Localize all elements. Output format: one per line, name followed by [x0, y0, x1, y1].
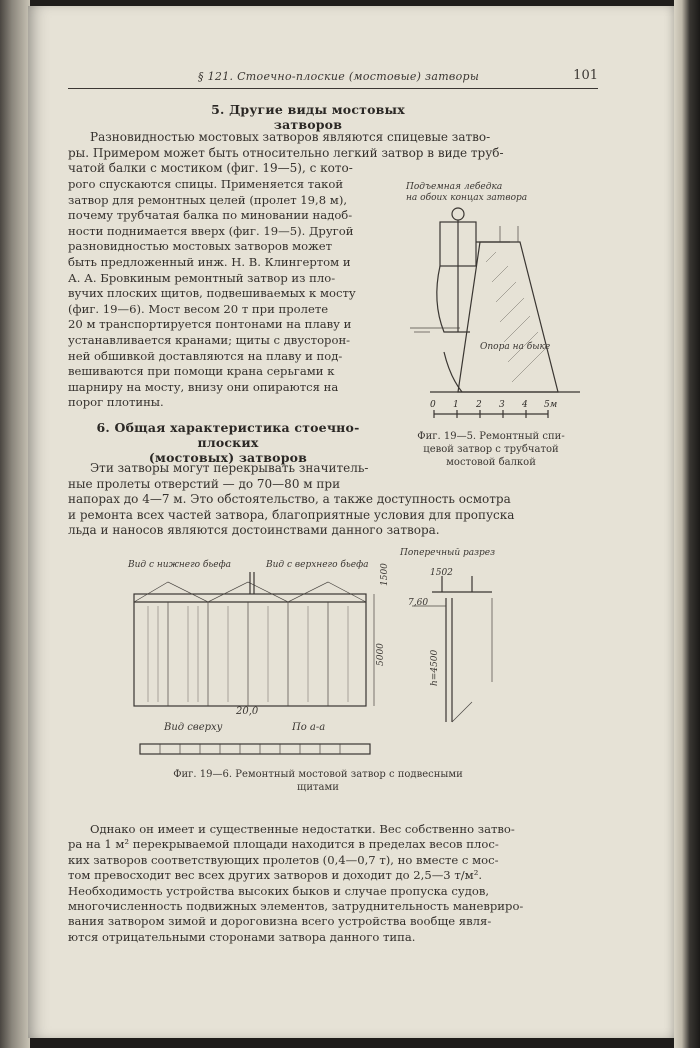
scale-tick: 0: [430, 400, 436, 410]
text-line: порог плотины.: [68, 395, 164, 410]
text-line: ности поднимается вверх (фиг. 19—5). Другой: [68, 223, 354, 238]
text-line: Эти затворы могут перекрывать значитель-: [90, 461, 369, 475]
fig6-dim-height: 5000: [376, 643, 386, 666]
running-title: § 121. Стоечно-плоские (мостовые) затворы: [198, 70, 480, 83]
fig6-elevation-drawing: [128, 572, 378, 722]
fig6-label-upper: Вид с верхнего бьефа: [266, 560, 369, 570]
caption-line: щитами: [297, 782, 339, 793]
section-6-body: [68, 492, 598, 539]
text-line: вучих плоских щитов, подвешиваемых к мосту: [68, 286, 356, 301]
book-page-edges: [674, 0, 700, 1048]
text-line: многочисленность подвижных элементов, затруднительность маневриро-: [68, 899, 524, 914]
text-line: (фиг. 19—6). Мост весом 20 т при пролете: [68, 301, 329, 316]
text-line: ких затворов соответствующих пролетов (0,4—0,7 т), но вместе с мос-: [68, 852, 499, 867]
caption-line: Фиг. 19—6. Ремонтный мостовой затвор с подвесными: [173, 769, 463, 780]
section-5-body: [68, 177, 388, 411]
section-5-intro: [68, 130, 598, 177]
section-6-body-narrow: [68, 461, 388, 492]
text-line: ные пролеты отверстий — до 70—80 м при: [68, 476, 341, 491]
text-line: ра на 1 м² перекрываемой площади находится в пределах весов плос-: [68, 837, 499, 852]
section-6-heading: [68, 420, 388, 465]
text-line: напорах до 4—7 м. Это обстоятельство, а также доступность осмотра: [68, 492, 511, 506]
text-line: ры. Примером может быть относительно легкий затвор в виде труб-: [68, 145, 504, 160]
text-line: ней обшивкой доставляются на плаву и под-: [68, 348, 343, 363]
caption-line: цевой затвор с трубчатой: [423, 444, 559, 455]
fig6-dim-span: 20,0: [236, 706, 259, 717]
running-header: [68, 66, 598, 89]
section-6-heading-line-1: 6. Общая характеристика стоечно-плоских: [96, 420, 360, 450]
fig6-top-view-drawing: [134, 738, 384, 762]
text-line: чатой балки с мостиком (фиг. 19—5), с кото-: [68, 161, 353, 176]
caption-line: мостовой балкой: [446, 457, 536, 468]
fig6-dim-1500: 1500: [380, 563, 390, 586]
closing-paragraph: [68, 822, 598, 945]
text-line: и ремонта всех частей затвора, благоприятные условия для пропуска: [68, 507, 515, 522]
text-line: 20 м транспортируется понтонами на плаву и: [68, 317, 352, 332]
text-line: почему трубчатая балка по миновании надоб-: [68, 208, 353, 223]
section-5-heading: 5. Другие виды мостовых затворов: [211, 102, 405, 132]
caption-line: Фиг. 19—5. Ремонтный спи-: [417, 431, 565, 442]
book-page: [28, 6, 674, 1038]
page-number: 101: [573, 68, 598, 83]
fig6-label-aa: По а-а: [292, 722, 326, 733]
text-line: быть предложенный инж. Н. В. Клингертом и: [68, 254, 351, 269]
fig5-label-winch: Подъемная лебедка: [406, 182, 503, 192]
fig6-label-top-view: Вид сверху: [164, 722, 223, 733]
fig6-dim-1502: 1502: [430, 568, 453, 578]
fig6-dim-h: h=4500: [430, 649, 440, 686]
text-line: Разновидностью мостовых затворов являются спицевые затво-: [90, 130, 491, 144]
section-6-heading-line-2: (мостовых) затворов: [148, 450, 308, 465]
scale-tick: 5м: [544, 400, 558, 410]
fig6-caption: [108, 768, 528, 794]
text-line: Необходимость устройства высоких быков и случае пропуска судов,: [68, 883, 490, 898]
scale-tick: 4: [522, 400, 528, 410]
scale-tick: 3: [499, 400, 505, 410]
text-line: льда и наносов являются достоинствами данного затвора.: [68, 523, 440, 538]
text-line: рого спускаются спицы. Применяется такой: [68, 177, 344, 191]
fig6-label-section: Поперечный разрез: [400, 548, 496, 558]
scale-tick: 2: [476, 400, 482, 410]
scale-tick: 1: [453, 400, 459, 410]
text-line: затвор для ремонтных целей (пролет 19,8 м),: [68, 192, 348, 207]
text-line: А. А. Бровкиным ремонтный затвор из пло-: [68, 270, 336, 285]
text-line: устанавливается кранами; щиты с двусторон-: [68, 332, 351, 347]
fig5-label-winch-2: на обоих концах затвора: [406, 193, 528, 203]
fig6-label-lower: Вид с нижнего бьефа: [128, 560, 232, 570]
text-line: вания затвором зимой и дороговизна всего устройства вообще явля-: [68, 914, 492, 929]
fig5-label-support: Опора на быке: [480, 342, 551, 352]
book-spine-shadow: [0, 0, 30, 1048]
text-line: разновидностью мостовых затворов может: [68, 239, 333, 254]
fig6-section-drawing: [412, 562, 502, 732]
fig5-caption: [406, 430, 576, 469]
text-line: вешиваются при помощи крана серьгами к: [68, 364, 335, 379]
text-line: ются отрицательными сторонами затвора данного типа.: [68, 929, 416, 944]
text-line: том превосходит вес всех других затворов и доходит до 2,5—3 т/м².: [68, 868, 483, 883]
text-line: шарниру на мосту, внизу они опираются на: [68, 379, 339, 394]
text-line: Однако он имеет и существенные недостатки. Вес собственно затво-: [90, 822, 515, 836]
fig6-dim-mark: 7,60: [408, 598, 429, 608]
